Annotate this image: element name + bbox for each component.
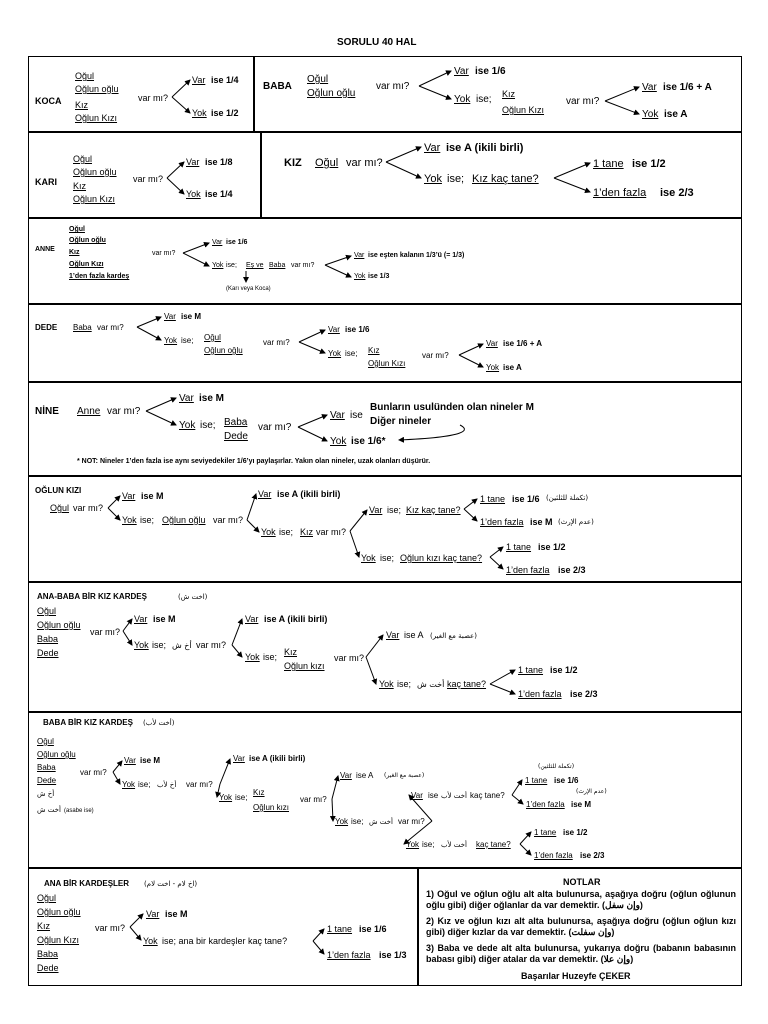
- abkd-cond-oglun-kizi: Oğlun Kızı: [37, 935, 80, 945]
- section-baba-bir-kiz-kardes: [28, 712, 742, 868]
- bbk-yok2-text: ise;: [235, 793, 248, 802]
- bbk-fazlab: 1’den fazla: [534, 851, 573, 860]
- ok-yok: Yok: [122, 515, 137, 525]
- baba-sub-yok: Yok: [642, 109, 659, 120]
- baba-sub-kiz: Kız: [502, 89, 516, 99]
- ok-fazla: 1’den fazla: [480, 517, 524, 527]
- abk-cond-ogul: Oğul: [37, 606, 57, 616]
- bbk-tane1-ar: (تكملة للثلثين): [538, 763, 575, 770]
- anne-sub-yok: Yok: [354, 273, 366, 280]
- abk-var-mi2: var mı?: [196, 640, 227, 650]
- dede-var3-result: ise 1/6 + A: [503, 339, 543, 348]
- dede-var2: Var: [328, 325, 340, 334]
- dede-var-mi: var mı?: [97, 323, 124, 332]
- anne-sub-var-mi: var mı?: [291, 262, 315, 269]
- abk-var-result: ise M: [153, 614, 176, 624]
- bbk-yok3-text: ise;: [351, 817, 364, 826]
- bbk-fazla-ar: (عدم الإرث): [576, 788, 607, 795]
- baba-sub-var-result: ise 1/6 + A: [663, 82, 712, 93]
- baba-cond-ogul: Oğul: [307, 74, 329, 85]
- baba-var-mi: var mı?: [376, 81, 410, 92]
- bbk-cond-baba: Baba: [37, 763, 56, 772]
- ok-yok3: Yok: [361, 553, 376, 563]
- bbk-title: BABA BİR KIZ KARDEŞ: [43, 718, 133, 727]
- notlar-item-3: 3) Baba ve dede alt alta bulunursa, yukarıya doğru (babanın babasının babası gibi) diğer atalar da var demektir. (وإن علا): [426, 943, 736, 965]
- nine-var-result: ise M: [199, 393, 225, 404]
- kiz-yok-text: ise;: [447, 173, 465, 185]
- abk-ah-sh: أخ ش: [172, 641, 192, 650]
- dede-yok3-result: ise A: [503, 363, 522, 372]
- abk-tane1-result: ise 1/2: [550, 665, 578, 675]
- bbk-ah-lab: أخ لأب: [157, 781, 177, 789]
- bbk-tane1: 1 tane: [525, 776, 548, 785]
- abkd-tane1: 1 tane: [327, 924, 353, 934]
- dede-cond2-oglun-oglu: Oğlun oğlu: [204, 346, 243, 355]
- abkd-fazla-result: ise 1/3: [379, 950, 407, 960]
- dede-cond2-ogul: Oğul: [204, 333, 221, 342]
- section-anne: [28, 218, 742, 304]
- abkd-yok: Yok: [143, 936, 158, 946]
- bbk-tane1b: 1 tane: [534, 828, 557, 837]
- dede-yok2-text: ise;: [345, 349, 358, 358]
- notlar-title: NOTLAR: [563, 877, 601, 887]
- baba-cond-oglun-oglu: Oğlun oğlu: [307, 88, 356, 99]
- abk-cond2-oglun-kizi: Oğlun kızı: [284, 661, 325, 671]
- abkd-tane1-result: ise 1/6: [359, 924, 387, 934]
- bbk-cond-ogul: Oğul: [37, 737, 54, 746]
- ok-kac4: Oğlun kızı kaç tane?: [400, 553, 483, 563]
- kari-cond-ogul: Oğul: [73, 154, 93, 164]
- ok-tane1: 1 tane: [480, 494, 506, 504]
- abk-yok: Yok: [134, 640, 149, 650]
- bbk-var4-text: ise: [428, 791, 439, 800]
- ok-kiz: Kız: [300, 527, 314, 537]
- anne-cond-ogul: Oğul: [69, 226, 85, 233]
- nine-note: * NOT: Nineler 1’den fazla ise aynı seviyedekiler 1/6’yı paylaşırlar. Yakın olan nineler, uzak olanları düşürür.: [77, 458, 431, 465]
- ok-var: Var: [122, 491, 136, 501]
- ok-fazlab-result: ise 2/3: [558, 565, 586, 575]
- abk-fazla: 1’den fazla: [518, 689, 562, 699]
- bbk-asabe-note: (asabe ise): [64, 808, 94, 814]
- anne-baba: Baba: [269, 262, 286, 269]
- ok-var3: Var: [369, 505, 383, 515]
- bbk-var-mi4: var mı?: [398, 817, 425, 826]
- notlar-item-1: 1) Oğul ve oğlun oğlu alt alta bulunursa, aşağıya doğru (oğlun oğlunun oğlu gibi) diğer oğlanlar da var demektir. (وإن سفل): [426, 889, 736, 911]
- baba-yok-text: ise;: [476, 94, 492, 105]
- kiz-label: KIZ: [284, 157, 302, 169]
- kari-var: Var: [186, 157, 200, 167]
- anne-var-result: ise 1/6: [226, 239, 248, 246]
- abk-var3-text: ise A: [404, 630, 424, 640]
- bbk-var2-result: ise A (ikili birli): [249, 754, 306, 763]
- anne-sub-var-result: ise eşten kalanın 1/3’ü (= 1/3): [368, 252, 465, 259]
- nine-label: NİNE: [35, 406, 59, 417]
- nine-cond2-baba: Baba: [224, 417, 248, 428]
- koca-cond-oglun-kizi: Oğlun Kızı: [75, 113, 118, 123]
- ok-var2-result: ise A (ikili birli): [277, 489, 341, 499]
- ok-yok-text: ise;: [140, 515, 155, 525]
- bbk-tane1-result: ise 1/6: [554, 776, 579, 785]
- kiz-fazla: 1’den fazla: [593, 187, 647, 199]
- ok-yok2-text: ise;: [279, 527, 294, 537]
- kiz-var: Var: [424, 142, 441, 154]
- bbk-yok3: Yok: [335, 817, 349, 826]
- bbk-yok4: Yok: [406, 840, 420, 849]
- dede-yok2: Yok: [328, 349, 342, 358]
- abk-cond2-kiz: Kız: [284, 647, 298, 657]
- abkd-var: Var: [146, 909, 160, 919]
- abkd-var-mi: var mı?: [95, 923, 126, 933]
- koca-cond-oglun-oglu: Oğlun oğlu: [75, 84, 119, 94]
- abk-var-mi3: var mı?: [334, 653, 365, 663]
- kiz-tane1: 1 tane: [593, 158, 624, 170]
- bbk-cond-oglun-oglu: Oğlun oğlu: [37, 750, 76, 759]
- bbk-yok: Yok: [122, 780, 136, 789]
- kari-yok: Yok: [186, 189, 201, 199]
- abk-tane1: 1 tane: [518, 665, 544, 675]
- koca-label: KOCA: [35, 96, 62, 106]
- dede-cond-baba: Baba: [73, 323, 92, 332]
- nine-yok2: Yok: [330, 436, 347, 447]
- koca-cond-kiz: Kız: [75, 100, 89, 110]
- bbk-cond-ah-sh: أخ ش: [37, 790, 55, 798]
- abk-ukht-sh: أخت ش: [417, 680, 445, 689]
- ok-fazlab: 1’den fazla: [506, 565, 550, 575]
- nine-var2-line2: Diğer nineler: [370, 416, 432, 427]
- abk-var2: Var: [245, 614, 259, 624]
- bbk-title-ar: (أخت لأب): [143, 719, 175, 727]
- bbk-var-mi3: var mı?: [300, 795, 327, 804]
- ok-tane1b-result: ise 1/2: [538, 542, 566, 552]
- dede-yok-text: ise;: [181, 336, 194, 345]
- bbk-var4-kac: kaç tane?: [470, 791, 505, 800]
- baba-yok: Yok: [454, 94, 471, 105]
- kiz-fazla-result: ise 2/3: [660, 187, 694, 199]
- bbk-cond2-kiz: Kız: [253, 788, 265, 797]
- anne-label: ANNE: [35, 246, 55, 253]
- abk-var-mi: var mı?: [90, 627, 121, 637]
- nine-cond2-dede: Dede: [224, 431, 248, 442]
- koca-yok: Yok: [192, 108, 207, 118]
- ok-tane1-result: ise 1/6: [512, 494, 540, 504]
- ok-tane1-ar: (تكملة للثلثين): [546, 494, 589, 502]
- bbk-var4: Var: [411, 791, 423, 800]
- baba-sub-var: Var: [642, 82, 657, 93]
- ok-var2: Var: [258, 489, 272, 499]
- dede-label: DEDE: [35, 323, 58, 332]
- ok-var-mi2: var mı?: [213, 515, 244, 525]
- bbk-yok4-text: ise;: [422, 840, 435, 849]
- oglun-kizi-title: OĞLUN KIZI: [35, 486, 82, 495]
- anne-cond-oglun-oglu: Oğlun oğlu: [69, 237, 106, 244]
- section-dede: [28, 304, 742, 382]
- dede-yok: Yok: [164, 336, 178, 345]
- anne-sub-var: Var: [354, 252, 365, 259]
- koca-var: Var: [192, 75, 206, 85]
- koca-var-mi: var mı?: [138, 93, 169, 103]
- nine-yok: Yok: [179, 420, 196, 431]
- dede-var-mi3: var mı?: [422, 351, 449, 360]
- abk-yok2-text: ise;: [263, 652, 278, 662]
- ok-var-mi3: var mı?: [316, 527, 347, 537]
- bbk-fazla-result: ise M: [571, 800, 592, 809]
- ok-kac3: Kız kaç tane?: [406, 505, 461, 515]
- anne-sub-yok-result: ise 1/3: [368, 273, 390, 280]
- bbk-yok-text: ise;: [138, 780, 151, 789]
- abk-var2-result: ise A (ikili birli): [264, 614, 328, 624]
- kari-var-mi: var mı?: [133, 174, 164, 184]
- ok-cond-ogul: Oğul: [50, 503, 70, 513]
- baba-sub-var-mi: var mı?: [566, 96, 600, 107]
- bbk-cond-dede: Dede: [37, 776, 57, 785]
- nine-var2-line1: Bunların usulünden olan nineler M: [370, 402, 534, 413]
- bbk-var2: Var: [233, 754, 245, 763]
- anne-cond-oglun-kizi: Oğlun Kızı: [69, 261, 104, 268]
- bbk-yok4-kac: kaç tane?: [476, 840, 511, 849]
- bbk-cond-ukht-sh: أخت ش: [37, 806, 61, 814]
- abk-kac: kaç tane?: [447, 679, 487, 689]
- bbk-yok2: Yok: [219, 793, 233, 802]
- abk-var3: Var: [386, 630, 400, 640]
- ok-tane1b: 1 tane: [506, 542, 532, 552]
- nine-var2-text: ise: [350, 410, 363, 421]
- abkd-cond-kiz: Kız: [37, 921, 51, 931]
- anne-yok-text: ise;: [226, 262, 237, 269]
- baba-sub-yok-result: ise A: [664, 109, 688, 120]
- abk-cond-oglun-oglu: Oğlun oğlu: [37, 620, 81, 630]
- ok-yok3-text: ise;: [380, 553, 395, 563]
- page-title: SORULU 40 HAL: [337, 37, 417, 48]
- bbk-var3-ar: (عصبة مع الغير): [384, 772, 425, 779]
- nine-var-mi: var mı?: [107, 406, 141, 417]
- abkd-var-result: ise M: [165, 909, 188, 919]
- bbk-var4-ukht-lab: أخت لأب: [441, 792, 467, 800]
- anne-cond-kiz: Kız: [69, 249, 80, 256]
- nine-var: Var: [179, 393, 194, 404]
- notlar-item-2: 2) Kız ve oğlun kızı alt alta bulunursa, aşağıya doğru (oğlun oğlun kızı gibi) diğer kızlar da var demektir. (وإن سفلت): [426, 916, 736, 938]
- ok-var-result: ise M: [141, 491, 164, 501]
- abkd-fazla: 1’den fazla: [327, 950, 371, 960]
- notlar-signature: Başarılar Huzeyfe ÇEKER: [521, 971, 631, 981]
- kiz-var-mi: var mı?: [346, 157, 383, 169]
- bbk-var3-text: ise A: [356, 771, 374, 780]
- abk-yok-text: ise;: [152, 640, 167, 650]
- bbk-fazla: 1’den fazla: [526, 800, 565, 809]
- abkd-title-ar: (اخ لام - اخت لام): [144, 880, 198, 888]
- abk-yok2: Yok: [245, 652, 260, 662]
- abk-cond-baba: Baba: [37, 634, 59, 644]
- abk-fazla-result: ise 2/3: [570, 689, 598, 699]
- abk-title: ANA-BABA BİR KIZ KARDEŞ: [37, 592, 147, 601]
- abk-var: Var: [134, 614, 148, 624]
- baba-var-result: ise 1/6: [475, 66, 506, 77]
- kari-cond-kiz: Kız: [73, 181, 87, 191]
- ok-fazla-ar: (عدم الإرث): [558, 518, 594, 526]
- anne-note: (Karı veya Koca): [226, 286, 271, 292]
- bbk-tane1b-result: ise 1/2: [563, 828, 588, 837]
- bbk-fazlab-result: ise 2/3: [580, 851, 605, 860]
- abk-title-ar: (اخت ش): [178, 593, 208, 601]
- abkd-cond-oglun-oglu: Oğlun oğlu: [37, 907, 81, 917]
- dede-cond3-kiz: Kız: [368, 346, 380, 355]
- abk-cond-dede: Dede: [37, 648, 59, 658]
- kari-yok-result: ise 1/4: [205, 189, 233, 199]
- ok-yok2: Yok: [261, 527, 276, 537]
- kiz-tane1-result: ise 1/2: [632, 158, 666, 170]
- kari-cond-oglun-kizi: Oğlun Kızı: [73, 194, 116, 204]
- abkd-cond-ogul: Oğul: [37, 893, 57, 903]
- koca-cond-ogul: Oğul: [75, 71, 95, 81]
- kari-var-result: ise 1/8: [205, 157, 233, 167]
- baba-label: BABA: [263, 81, 292, 92]
- bbk-var3: Var: [340, 771, 352, 780]
- ok-cond2: Oğlun oğlu: [162, 515, 206, 525]
- kiz-yok: Yok: [424, 173, 442, 185]
- bbk-var-mi2: var mı?: [186, 780, 213, 789]
- kari-cond-oglun-oglu: Oğlun oğlu: [73, 167, 117, 177]
- abkd-cond-dede: Dede: [37, 963, 59, 973]
- nine-yok2-result: ise 1/6*: [351, 436, 386, 447]
- nine-cond-anne: Anne: [77, 406, 101, 417]
- bbk-var-mi: var mı?: [80, 768, 107, 777]
- nine-yok-text: ise;: [200, 420, 216, 431]
- anne-es-ve: Eş ve: [246, 262, 264, 269]
- anne-var-mi: var mı?: [152, 250, 176, 257]
- anne-cond-kardes: 1’den fazla kardeş: [69, 273, 130, 280]
- anne-var: Var: [212, 239, 223, 246]
- nine-var-mi2: var mı?: [258, 422, 292, 433]
- anne-yok: Yok: [212, 262, 224, 269]
- kiz-kac: Kız kaç tane?: [472, 173, 539, 185]
- baba-sub-oglun-kizi: Oğlun Kızı: [502, 105, 545, 115]
- bbk-var: Var: [124, 756, 136, 765]
- dede-var-mi2: var mı?: [263, 338, 290, 347]
- bbk-yok3-ukht-sh: أخت ش: [369, 818, 393, 826]
- dede-cond3-oglun-kizi: Oğlun Kızı: [368, 359, 406, 368]
- abkd-yok-text: ise; ana bir kardeşler kaç tane?: [162, 936, 288, 946]
- dede-var2-result: ise 1/6: [345, 325, 370, 334]
- kiz-var-result: ise A (ikili birli): [446, 142, 524, 154]
- abkd-cond-baba: Baba: [37, 949, 59, 959]
- dede-var3: Var: [486, 339, 498, 348]
- dede-var-result: ise M: [181, 312, 202, 321]
- ok-var3-text: ise;: [387, 505, 402, 515]
- bbk-yok4-ukht-lab: أخت لأب: [441, 841, 467, 849]
- nine-var2: Var: [330, 410, 345, 421]
- abk-yok3-text: ise;: [397, 679, 412, 689]
- koca-yok-result: ise 1/2: [211, 108, 239, 118]
- dede-yok3: Yok: [486, 363, 500, 372]
- dede-var: Var: [164, 312, 176, 321]
- kari-label: KARI: [35, 177, 57, 187]
- bbk-var-result: ise M: [140, 756, 161, 765]
- abkd-title: ANA BİR KARDEŞLER: [44, 879, 130, 888]
- abk-var3-ar: (عصبة مع الغير): [430, 632, 477, 640]
- bbk-cond2-oglun-kizi: Oğlun kızı: [253, 803, 290, 812]
- ok-fazla-result: ise M: [530, 517, 553, 527]
- koca-var-result: ise 1/4: [211, 75, 239, 85]
- baba-var: Var: [454, 66, 469, 77]
- kiz-cond-ogul: Oğul: [315, 157, 339, 169]
- abk-yok3: Yok: [379, 679, 394, 689]
- ok-var-mi: var mı?: [73, 503, 104, 513]
